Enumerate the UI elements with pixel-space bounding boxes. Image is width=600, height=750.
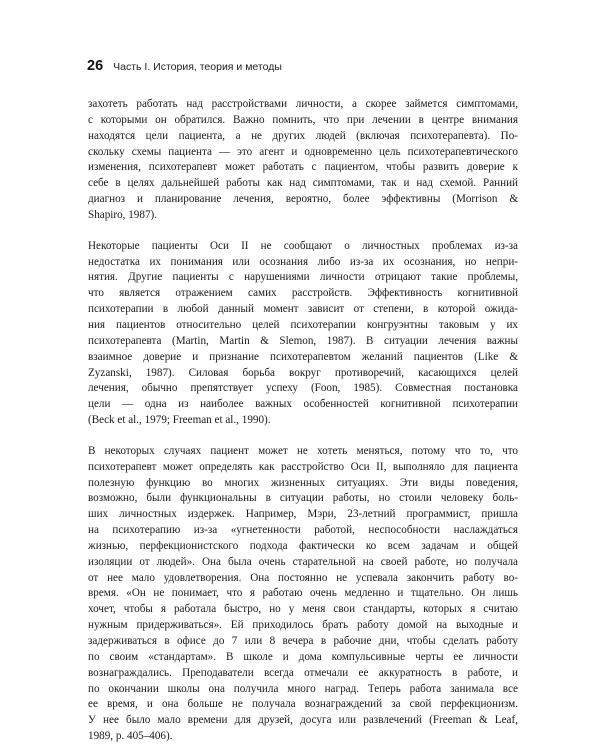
text-line: с которыми он обратился. Важно помнить, что при лечении в центре внимания [88, 113, 518, 126]
text-line: вознаграждались. Преподаватели всегда отмечали ее аккуратность в работе, и [88, 666, 518, 679]
text-line: взаимное доверие и признание психотерапевтом желаний пациентов (Like & [88, 350, 518, 363]
running-head [87, 58, 517, 78]
text-line: цели — одна из наиболее важных особенностей когнитивной психотерапии [88, 398, 518, 411]
text-line: диагноз и планирование лечения, вероятно, более эффективны (Morrison & [88, 193, 518, 206]
text-line: по своим «стандартам». В школе и дома компульсивные черты ее личности [88, 650, 518, 663]
paragraph-2 [88, 239, 518, 429]
text-line: находятся цели пациента, а не других людей (включая психотерапевта). По- [88, 129, 518, 142]
text-line: Zyzanski, 1987). Силовая борьба вокруг противоречий, касающихся целей [88, 366, 518, 379]
text-line: В некоторых случаях пациент может не хотеть меняться, потому что то, что [88, 444, 518, 457]
text-line: 1989, p. 405–406). [88, 730, 173, 743]
text-line: нятия. Другие пациенты с нарушениями личности отрицают такие проблемы, [88, 271, 518, 284]
text-line: психотерапевта (Martin, Martin & Slemon, 1987). В ситуации лечения важны [88, 334, 518, 347]
text-line: нужным придерживаться». Ей приходилось брать работу домой на выходные и [88, 619, 518, 632]
text-line: задерживаться в офисе до 7 или 8 вечера в рабочие дни, чтобы сделать работу [88, 635, 518, 647]
page-number: 26 [87, 58, 104, 74]
text-line: себе в целях дальнейшей работы как над симптомами, так и над схемой. Ранний [88, 177, 518, 190]
text-line: Shapiro, 1987). [88, 208, 158, 221]
text-line: изоляции от людей». Она была очень старательной на своей работе, но получала [88, 555, 518, 568]
text-line: ших личностных издержек. Например, Мэри, 23-летний программист, пришла [88, 508, 518, 521]
text-line: хочет, чтобы я работала быстро, но у меня свои стандарты, которых я считаю [88, 603, 518, 616]
text-line: на психотерапию из-за «угнетенности работой, неспособности наслаждаться [88, 524, 518, 537]
text-line: что является отражением самих расстройств. Эффективность когнитивной [88, 287, 518, 300]
text-line: изменения, психотерапевт может работать с пациентом, чтобы развить доверие к [88, 161, 518, 174]
running-title: Часть I. История, теория и методы [113, 61, 282, 73]
text-line: недостатка их понимания или осознания либо из-за их осознания, но непри- [88, 255, 518, 268]
text-line: время. «Он не понимает, что я работаю очень медленно и тщательно. Он лишь [88, 587, 518, 600]
text-line: психотерапии в любой данный момент зависит от степени, в которой ожида- [88, 303, 518, 316]
paragraph-1 [88, 97, 518, 224]
text-line: У нее было мало времени для друзей, досуга или развлечений (Freeman & Leaf, [88, 714, 518, 727]
text-line: лечения, обычно препятствует успеху (Foon, 1985). Совместная постановка [88, 382, 518, 395]
text-line: психотерапевт может определять как расстройство Оси II, выполняло для пациента [88, 460, 518, 473]
paragraph-3 [88, 444, 518, 745]
text-line: ния пациентов относительно целей психотерапии конгруэнтны таковым у их [88, 318, 518, 331]
text-line: Некоторые пациенты Оси II не сообщают о личностных проблемах из-за [88, 239, 518, 252]
text-line: полезную функцию во многих жизненных ситуациях. Эти виды поведения, [88, 476, 518, 489]
text-line: ее время, и она больше не получала вознаграждений за свой перфекционизм. [88, 698, 518, 711]
body-text [88, 97, 518, 745]
text-line: возможно, были функциональны в ситуации работы, но стоили человеку боль- [88, 492, 518, 505]
text-line: скольку схемы пациента — это агент и одновременно цель психотерапевтического [88, 145, 518, 158]
text-line: (Beck et al., 1979; Freeman et al., 1990). [88, 414, 271, 427]
text-line: жизнью, перфекционистского подхода фактически ко всем задачам и общей [88, 539, 518, 552]
text-line: от нее мало удовлетворения. Она постоянно не успевала закончить работу во- [88, 571, 518, 584]
text-line: захотеть работать над расстройствами личности, а скорее займется симптомами, [88, 98, 518, 110]
text-line: по окончании школы она получила много наград. Теперь работа занимала все [88, 682, 518, 695]
